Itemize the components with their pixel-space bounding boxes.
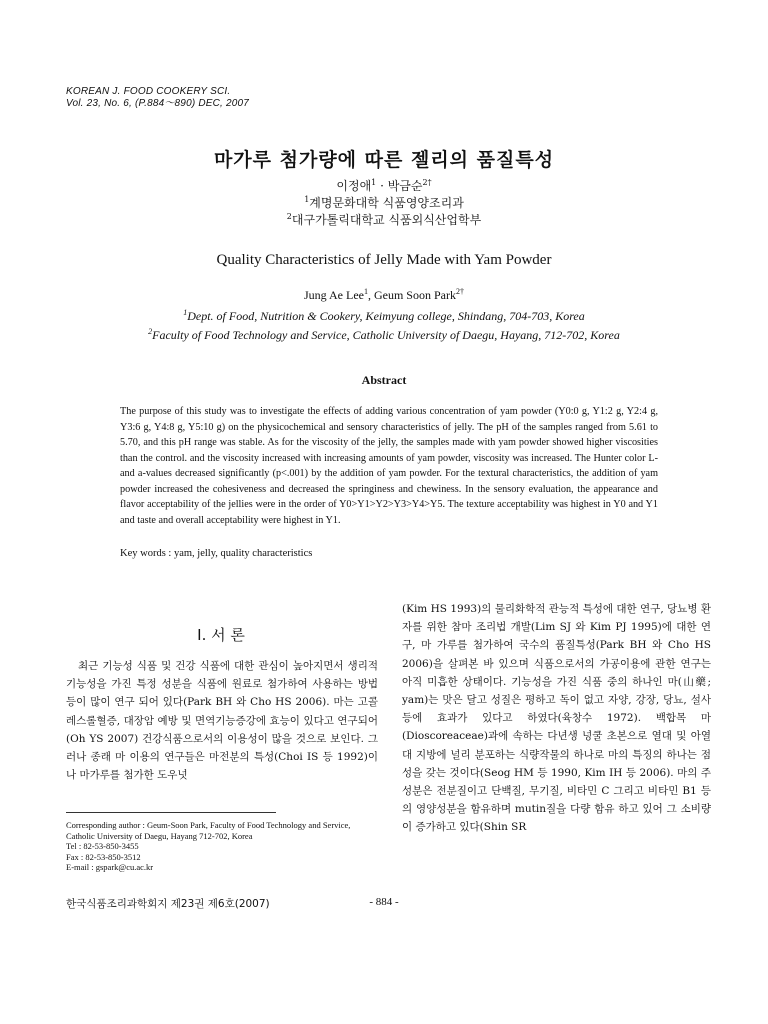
affiliation-2-ko (0, 212, 768, 229)
aff1-en-sup: 1 (183, 308, 188, 317)
section-heading-introduction: Ⅰ. 서 론 (197, 626, 245, 644)
affiliation-1-ko (0, 195, 768, 212)
journal-name: KOREAN J. FOOD COOKERY SCI. (66, 86, 231, 97)
author-1-en-sup: 1 (363, 287, 368, 296)
corresponding-author-footnote (66, 820, 378, 873)
abstract-body: The purpose of this study was to investigate the effects of adding various concentration of yam powder (Y0:0 g, Y1:2 g, Y2:4 g, Y3:6 g, Y4:8 g, Y5:10 g) on the physicochemical and sensory characteristics of jelly. The pH of the samples ranged from 5.61 to 5.70, and this pH range was stable. As for the viscosity of the jelly, the samples made with yam powder showed higher viscosities than the control. and the viscosity increased with increasing amounts of yam powder, viscosity was increased. The Hunter color L- and a-values decreased significantly (p<.001) by the addition of yam powder. For the textural characteristics, the addition of yam powder increased the cohesiveness and decreased the springiness and chewiness. In the sensory evaluation, the appearance and flavor acceptability of the jellies were in the order of Y0>Y1>Y2>Y3>Y4>Y5. The texture acceptability was highest in Y0 and Y1 and taste and overall acceptability were highest in Y1. (120, 406, 658, 526)
footnote-tel: Tel : 82-53-850-3455 (66, 841, 139, 852)
title-korean: 마가루 첨가량에 따른 젤리의 품질특성 (213, 149, 555, 171)
footer-journal: 한국식품조리과학회지 제23권 제6호(2007) (66, 898, 270, 910)
author-1-ko-sup: 1 (371, 178, 377, 187)
aff2-ko-sup: 2 (286, 212, 292, 221)
aff2-en-sup: 2 (148, 327, 153, 336)
affiliations-english (0, 307, 768, 345)
keywords: Key words : yam, jelly, quality characteristics (120, 548, 313, 559)
aff1-ko-text: 계명문화대학 식품영양조리과 (309, 196, 464, 210)
aff1-en-text: Dept. of Food, Nutrition & Cookery, Keimyung college, Shindang, 704-703, Korea (187, 309, 585, 323)
aff2-ko-text: 대구가톨릭대학교 식품외식산업학부 (291, 213, 482, 227)
authors-korean (0, 178, 768, 229)
abstract-heading: Abstract (361, 373, 407, 387)
author-2-en: , Geum Soon Park (367, 288, 456, 302)
journal-header (66, 86, 249, 110)
author-2-ko: 박금순 (387, 179, 423, 193)
journal-volume: Vol. 23, No. 6, (P.884～890) DEC, 2007 (66, 98, 250, 109)
author-separator: · (376, 179, 388, 193)
footnote-fax: Fax : 82-53-850-3512 (66, 851, 141, 862)
author-names-korean (0, 178, 768, 195)
affiliation-2-en (0, 326, 768, 345)
aff1-ko-sup: 1 (304, 195, 310, 204)
affiliation-1-en (0, 307, 768, 326)
aff2-en-text: Faculty of Food Technology and Service, Catholic University of Daegu, Hayang, 712-702, Korea (152, 328, 620, 342)
footnote-corresponding: Corresponding author : Geum-Soon Park, Faculty of Food Technology and Service, Catholic University of Daegu, Hayang 712-702, Korea (66, 820, 351, 841)
page-number: - 884 - (369, 896, 399, 908)
author-2-ko-sup: 2† (422, 178, 432, 187)
author-1-ko: 이정애 (336, 179, 372, 193)
footnote-rule (66, 812, 276, 813)
body-right-column: (Kim HS 1993)의 물리화학적 관능적 특성에 대한 연구, 당뇨병 환자를 위한 참마 조리법 개발(Lim SJ 와 Kim PJ 1995)에 대한 연구, 마 가루를 첨가하여 국수의 품질특성(Park BH 와 Cho HS 2006)을 살펴본 바 있으며 식품으로서의 가공이용에 관한 연구는 아직 미흡한 상태이다. 기능성을 가진 식품 중의 하나인 마(山藥; yam)는 맛은 달고 성질은 평하고 독이 없고 자양, 강장, 당뇨, 설사 등에 효과가 있다고 하였다(육창수 1972). 백합목 마(Dioscoreaceae)과에 속하는 다년생 넝쿨 초본으로 열대 및 아열대 지방에 널리 분포하는 식량작물의 하나로 마의 특징의 하나는 점성을 갖는 것이다(Seog HM 등 1990, Kim IH 등 2006). 마의 주 성분은 전분질이고 단백질, 무기질, 비타민 C 그리고 비타민 B1 등의 영양성분을 함유하며 mutin질을 다량 함유 하고 있어 그 소비량이 증가하고 있다(Shin SR (402, 603, 711, 834)
title-english: Quality Characteristics of Jelly Made with Yam Powder (216, 252, 552, 268)
footnote-email: E-mail : gspark@cu.ac.kr (66, 862, 154, 873)
authors-english (0, 288, 768, 303)
body-left-column: 최근 기능성 식품 및 건강 식품에 대한 관심이 높아지면서 생리적 기능성을 가진 특정 성분을 식품에 원료로 첨가하여 사용하는 방법 등이 많이 연구 되어 있다(Park BH 와 Cho HS 2006). 마는 고콜레스롤혈증, 대장암 예방 및 면역기능증강에 효능이 있다고 연구되어(Oh YS 2007) 건강식품으로서의 이용성이 많을 것으로 보인다. 그러나 종래 마 이용의 연구들은 마전분의 특성(Choi IS 등 1992)이나 마가루를 첨가한 도우넛 (66, 660, 378, 782)
author-2-en-sup: 2† (455, 287, 464, 296)
author-1-en: Jung Ae Lee (304, 288, 364, 302)
